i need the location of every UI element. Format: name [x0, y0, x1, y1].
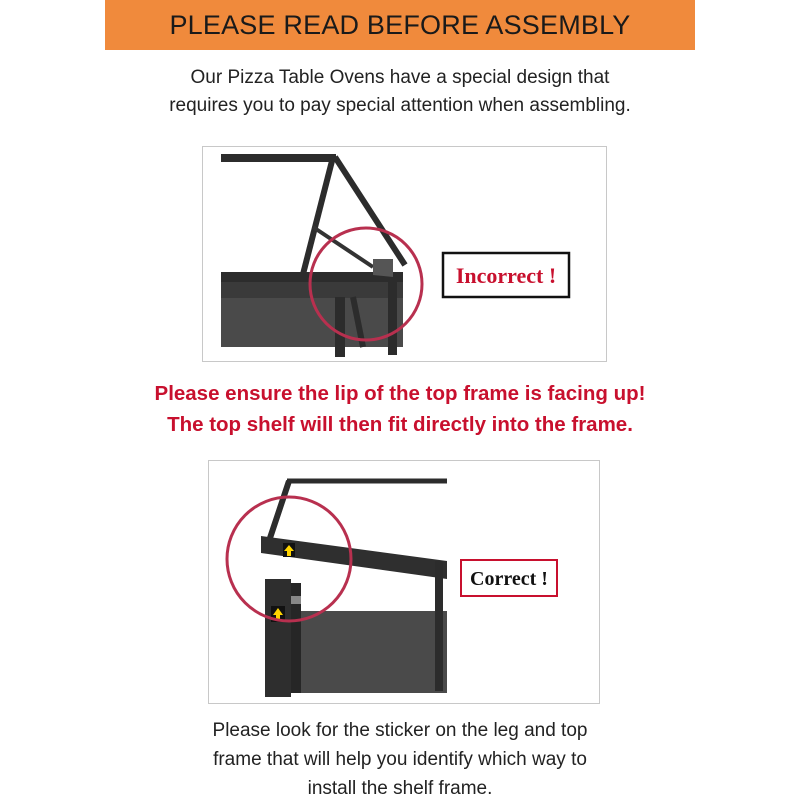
footer-text	[100, 716, 700, 803]
banner-title: PLEASE READ BEFORE ASSEMBLY	[169, 9, 631, 40]
footer-line-3: install the shelf frame.	[307, 778, 493, 799]
incorrect-frame-illustration	[203, 147, 606, 361]
footer-line-2: frame that will help you identify which way to	[213, 749, 587, 770]
header-banner	[105, 0, 695, 50]
footer-line-1: Please look for the sticker on the leg and top	[212, 720, 588, 741]
warning-text	[100, 378, 700, 440]
intro-line-2: requires you to pay special attention when assembling.	[169, 95, 631, 116]
correct-label: Correct !	[470, 568, 548, 590]
intro-line-1: Our Pizza Table Ovens have a special design that	[190, 67, 610, 88]
correct-assembly-photo	[208, 460, 600, 704]
warning-line-2: The top shelf will then fit directly into the frame.	[167, 413, 633, 436]
warning-line-1: Please ensure the lip of the top frame is facing up!	[154, 382, 646, 405]
incorrect-label: Incorrect !	[455, 263, 557, 288]
correct-frame-illustration	[209, 461, 599, 703]
intro-text	[100, 64, 700, 120]
incorrect-assembly-photo	[202, 146, 607, 362]
